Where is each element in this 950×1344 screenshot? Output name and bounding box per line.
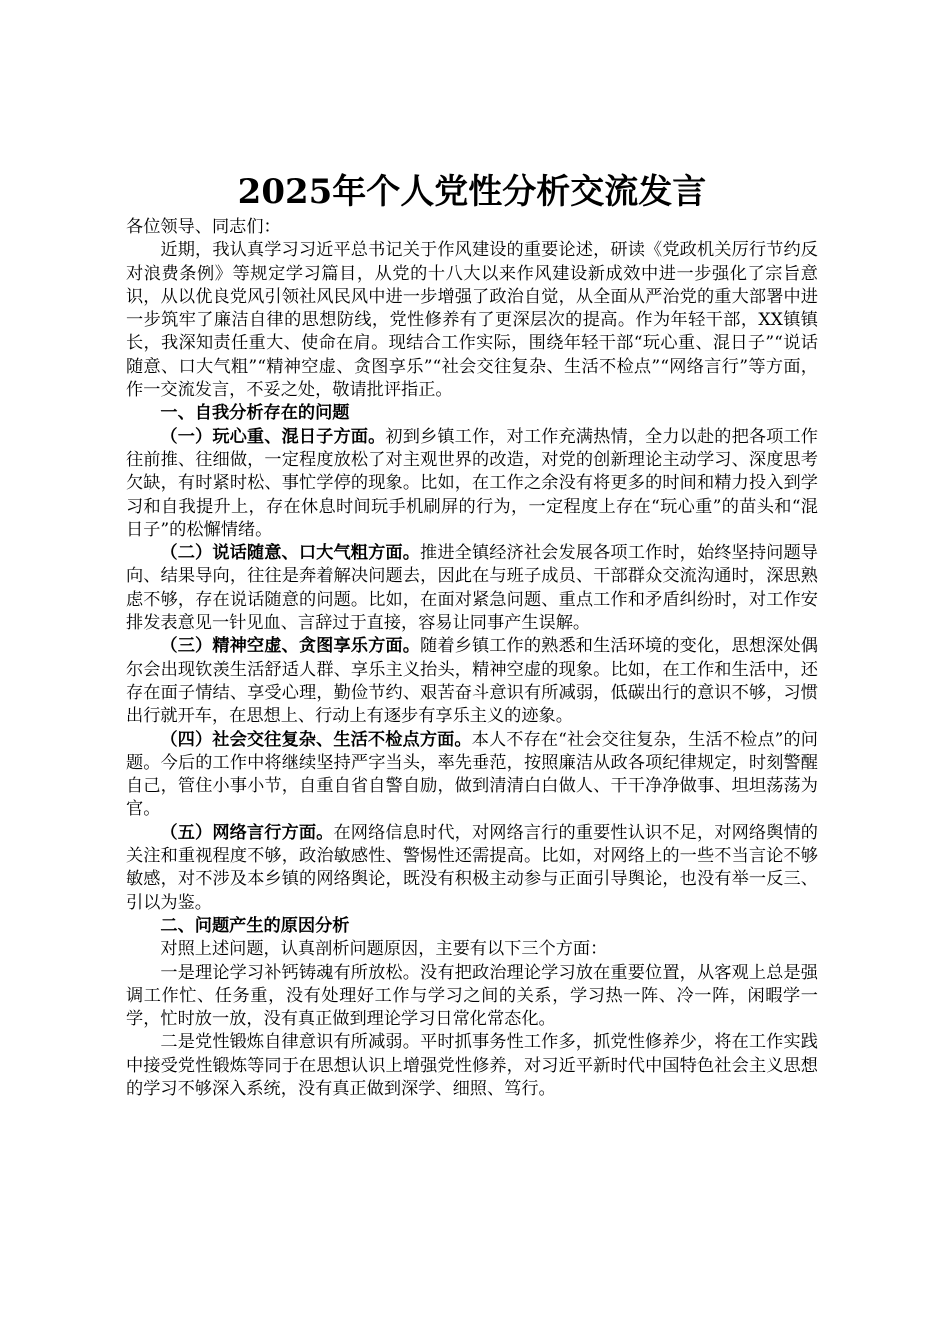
- problem-lead-3: （三）精神空虚、贪图享乐方面。: [160, 636, 421, 657]
- problem-lead-4: （四）社会交往复杂、生活不检点方面。: [160, 729, 472, 750]
- document-title: 2025年个人党性分析交流发言: [237, 172, 707, 212]
- problem-paragraph-1: [126, 426, 818, 542]
- problem-lead-1: （一）玩心重、混日子方面。: [160, 426, 386, 447]
- intro-paragraph: 近期，我认真学习习近平总书记关于作风建设的重要论述，研读《党政机关厉行节约反对浪费条例》等规定学习篇目，从党的十八大以来作风建设新成效中进一步强化了宗旨意识，从以优良党风引领社风民风中进一步增强了政治自觉，从全面从严治党的重大部署中进一步筑牢了廉洁自律的思想防线，党性修养有了更深层次的提高。作为年轻干部，XX镇镇长，我深知责任重大、使命在肩。现结合工作实际，围绕年轻干部“玩心重、混日子”“说话随意、口大气粗”“精神空虚、贪图享乐”“社会交往复杂、生活不检点”“网络言行”等方面，作一交流发言，不妥之处，敬请批评指正。: [126, 240, 818, 401]
- causes-intro-paragraph: 对照上述问题，认真剖析问题原因，主要有以下三个方面：: [160, 939, 608, 960]
- problem-text-3: 随着乡镇工作的熟悉和生活环境的变化，思想深处偶尔会出现钦羡生活舒适人群、享乐主义抬头，精神空虚的现象。比如，在工作和生活中，还存在面子情结、享受心理，勤俭节约、艰苦奋斗意识有所减弱，低碳出行的意识不够，习惯出行就开车，在思想上、行动上有逐步有享乐主义的迹象。: [126, 636, 818, 727]
- problem-text-4: 本人不存在“社会交往复杂，生活不检点”的问题。今后的工作中将继续坚持严字当头，率先垂范，按照廉洁从政各项纪律规定，时刻警醒自己，管住小事小节，自重自省自警自励，做到清清白白做人、干干净净做事、坦坦荡荡为官。: [126, 729, 818, 820]
- problem-text-1: 初到乡镇工作，对工作充满热情，全力以赴的把各项工作往前推、往细做，一定程度放松了对主观世界的改造，对党的创新理论主动学习、深度思考欠缺，有时紧时松、事忙学停的现象。比如，在工作之余没有将更多的时间和精力投入到学习和自我提升上，存在休息时间玩手机刷屏的行为，一定程度上存在“玩心重”的苗头和“混日子”的松懈情绪。: [126, 426, 818, 540]
- document-body: [126, 216, 818, 1101]
- problem-paragraph-4: [126, 729, 818, 822]
- problem-lead-5: （五）网络言行方面。: [160, 822, 334, 843]
- cause-paragraph-1: 一是理论学习补钙铸魂有所放松。没有把政治理论学习放在重要位置，从客观上总是强调工作忙、任务重，没有处理好工作与学习之间的关系，学习热一阵、冷一阵，闲暇学一学，忙时放一放，没有真正做到理论学习日常化常态化。: [126, 962, 818, 1030]
- cause-paragraph-2: 二是党性锻炼自律意识有所减弱。平时抓事务性工作多，抓党性修养少，将在工作实践中接受党性锻炼等同于在思想认识上增强党性修养，对习近平新时代中国特色社会主义思想的学习不够深入系统，没有真正做到深学、细照、笃行。: [126, 1032, 818, 1099]
- document-page: [126, 168, 818, 1101]
- section-heading-causes: 二、问题产生的原因分析: [160, 915, 350, 936]
- problem-paragraph-3: [126, 635, 818, 728]
- problem-paragraph-2: [126, 542, 818, 635]
- problem-paragraph-5: [126, 822, 818, 915]
- problem-text-2: 推进全镇经济社会发展各项工作时，始终坚持问题导向、结果导向，往往是奔着解决问题去，因此在与班子成员、干部群众交流沟通时，深思熟虑不够，存在说话随意的问题。比如，在面对紧急问题、重点工作和矛盾纠纷时，对工作安排发表意见一针见血、言辞过于直接，容易让同事产生误解。: [126, 543, 818, 634]
- section-heading-problems: 一、自我分析存在的问题: [160, 403, 350, 424]
- problem-text-5: 在网络信息时代，对网络言行的重要性认识不足，对网络舆情的关注和重视程度不够，政治敏感性、警惕性还需提高。比如，对网络上的一些不当言论不够敏感，对不涉及本乡镇的网络舆论，既没有积极主动参与正面引导舆论，也没有举一反三、引以为鉴。: [126, 822, 818, 913]
- salutation: 各位领导、同志们：: [126, 217, 281, 237]
- problem-lead-2: （二）说话随意、口大气粗方面。: [160, 543, 421, 564]
